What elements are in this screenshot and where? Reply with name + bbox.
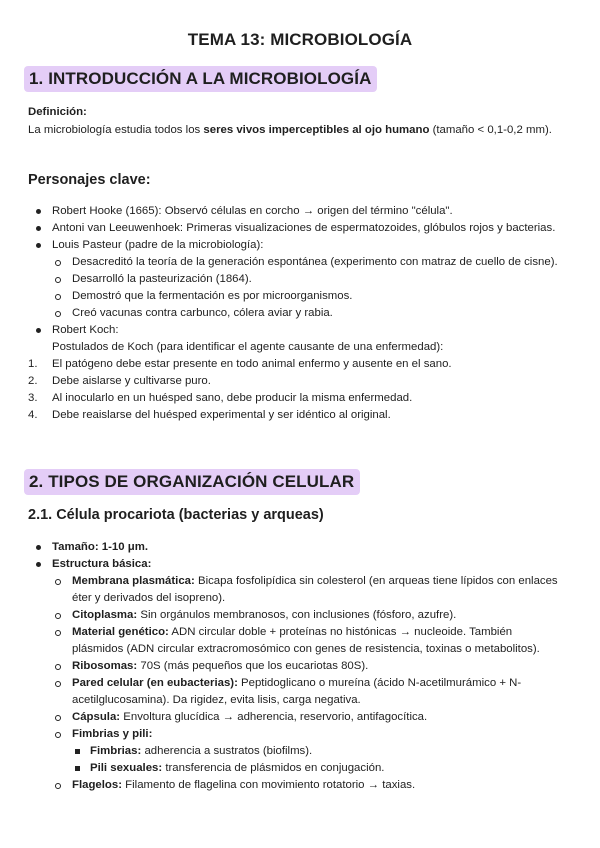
item-text: Bicapa fosfolipídica sin colesterol (en arqueas tiene lípidos con enlaces éter y derivados del isopreno). <box>72 575 558 604</box>
item-label: Fimbrias y pili: <box>72 728 153 740</box>
item-label: Ribosomas: <box>72 660 138 672</box>
koch-item: Debe reaislarse del huésped experimental y ser idéntico al original. <box>52 409 391 421</box>
pasteur-item: Creó vacunas contra carbunco, cólera aviar y rabia. <box>72 307 333 319</box>
item-text: transferencia de plásmidos en conjugación. <box>162 762 385 774</box>
item-number: 1. <box>28 358 38 370</box>
definition-post: (tamaño < 0,1-0,2 mm). <box>429 124 552 136</box>
item-text: Sin orgánulos membranosos, con inclusiones (fósforo, azufre). <box>137 609 457 621</box>
list-item <box>28 709 566 726</box>
item-label: Pili sexuales: <box>90 762 163 774</box>
circle-bullet-icon <box>55 613 61 619</box>
page-title: TEMA 13: MICROBIOLOGÍA <box>187 30 413 49</box>
item-text: Filamento de flagelina con movimiento rotatorio → taxias. <box>122 779 416 791</box>
prokaryote-list <box>28 539 566 794</box>
circle-bullet-icon <box>55 732 61 738</box>
item-label: Membrana plasmática: <box>72 575 195 587</box>
section-heading-cell-types: 2. TIPOS DE ORGANIZACIÓN CELULAR <box>24 469 360 495</box>
koch-intro <box>28 339 566 356</box>
list-item <box>28 743 566 760</box>
koch-text: Robert Koch: <box>52 324 119 336</box>
list-item <box>28 373 566 390</box>
definition-bold: seres vivos imperceptibles al ojo humano <box>203 124 430 136</box>
hooke-text: Robert Hooke (1665): Observó células en corcho → origen del término "célula". <box>52 205 453 217</box>
item-label: Fimbrias: <box>90 745 142 757</box>
pasteur-text: Louis Pasteur (padre de la microbiología): <box>52 239 264 251</box>
circle-bullet-icon <box>55 664 61 670</box>
koch-intro-text: Postulados de Koch (para identificar el agente causante de una enfermedad): <box>52 341 444 353</box>
list-item <box>28 777 566 794</box>
bullet-icon <box>36 562 41 567</box>
size-text: Tamaño: 1-10 μm. <box>52 541 149 553</box>
item-number: 3. <box>28 392 38 404</box>
definition-text <box>28 122 566 139</box>
list-item <box>28 760 566 777</box>
item-text: Envoltura glucídica → adherencia, reservorio, antifagocítica. <box>120 711 428 723</box>
list-item <box>28 726 566 743</box>
circle-bullet-icon <box>55 277 61 283</box>
circle-bullet-icon <box>55 260 61 266</box>
circle-bullet-icon <box>55 681 61 687</box>
item-label: Pared celular (en eubacterias): <box>72 677 238 689</box>
list-item <box>28 288 566 305</box>
subsection-heading: 2.1. Célula procariota (bacterias y arqueas) <box>28 507 324 523</box>
list-item <box>28 305 566 322</box>
list-item <box>28 573 566 607</box>
list-item <box>28 539 566 556</box>
koch-item: Debe aislarse y cultivarse puro. <box>52 375 211 387</box>
item-number: 2. <box>28 375 38 387</box>
bullet-icon <box>36 209 41 214</box>
list-item <box>28 407 566 424</box>
list-item <box>28 390 566 407</box>
circle-bullet-icon <box>55 715 61 721</box>
leeuwenhoek-text: Antoni van Leeuwenhoek: Primeras visualizaciones de espermatozoides, glóbulos rojos y bacterias. <box>52 222 556 234</box>
circle-bullet-icon <box>55 294 61 300</box>
item-text: 70S (más pequeños que los eucariotas 80S). <box>137 660 369 672</box>
item-label: Cápsula: <box>72 711 121 723</box>
bullet-icon <box>36 243 41 248</box>
bullet-icon <box>36 545 41 550</box>
list-item <box>28 220 566 237</box>
structure-text: Estructura básica: <box>52 558 152 570</box>
list-item <box>28 271 566 288</box>
list-item <box>28 322 566 339</box>
list-item <box>28 658 566 675</box>
list-item <box>28 624 566 658</box>
pasteur-item: Desarrolló la pasteurización (1864). <box>72 273 252 285</box>
definition-pre: La microbiología estudia todos los <box>28 124 204 136</box>
list-item <box>28 356 566 373</box>
item-label: Flagelos: <box>72 779 123 791</box>
key-people-heading: Personajes clave: <box>28 172 151 188</box>
circle-bullet-icon <box>55 630 61 636</box>
item-text: adherencia a sustratos (biofilms). <box>141 745 313 757</box>
square-bullet-icon <box>75 749 80 754</box>
item-label: Citoplasma: <box>72 609 138 621</box>
circle-bullet-icon <box>55 311 61 317</box>
koch-item: Al inocularlo en un huésped sano, debe producir la misma enfermedad. <box>52 392 413 404</box>
circle-bullet-icon <box>55 579 61 585</box>
bullet-icon <box>36 328 41 333</box>
list-item <box>28 607 566 624</box>
pasteur-item: Demostró que la fermentación es por microorganismos. <box>72 290 353 302</box>
section-heading-intro: 1. INTRODUCCIÓN A LA MICROBIOLOGÍA <box>24 66 377 92</box>
list-item <box>28 254 566 271</box>
item-label: Material genético: <box>72 626 169 638</box>
item-number: 4. <box>28 409 38 421</box>
definition-label: Definición: <box>28 106 87 118</box>
item-text: ADN circular doble + proteínas no histónicas → nucleoide. También plásmidos (ADN circular extracromosómico con genes de resistencia, toxinas o metabolitos). <box>72 626 540 655</box>
key-people-list <box>28 203 566 424</box>
list-item <box>28 203 566 220</box>
pasteur-item: Desacreditó la teoría de la generación espontánea (experimento con matraz de cuello de cisne). <box>72 256 558 268</box>
list-item <box>28 237 566 254</box>
item-text: Peptidoglicano o mureína (ácido N-acetilmurámico + N-acetilglucosamina). Da rigidez, evita lisis, carga negativa. <box>72 677 522 706</box>
square-bullet-icon <box>75 766 80 771</box>
koch-item: El patógeno debe estar presente en todo animal enfermo y ausente en el sano. <box>52 358 452 370</box>
list-item <box>28 675 566 709</box>
bullet-icon <box>36 226 41 231</box>
list-item <box>28 556 566 573</box>
circle-bullet-icon <box>55 783 61 789</box>
